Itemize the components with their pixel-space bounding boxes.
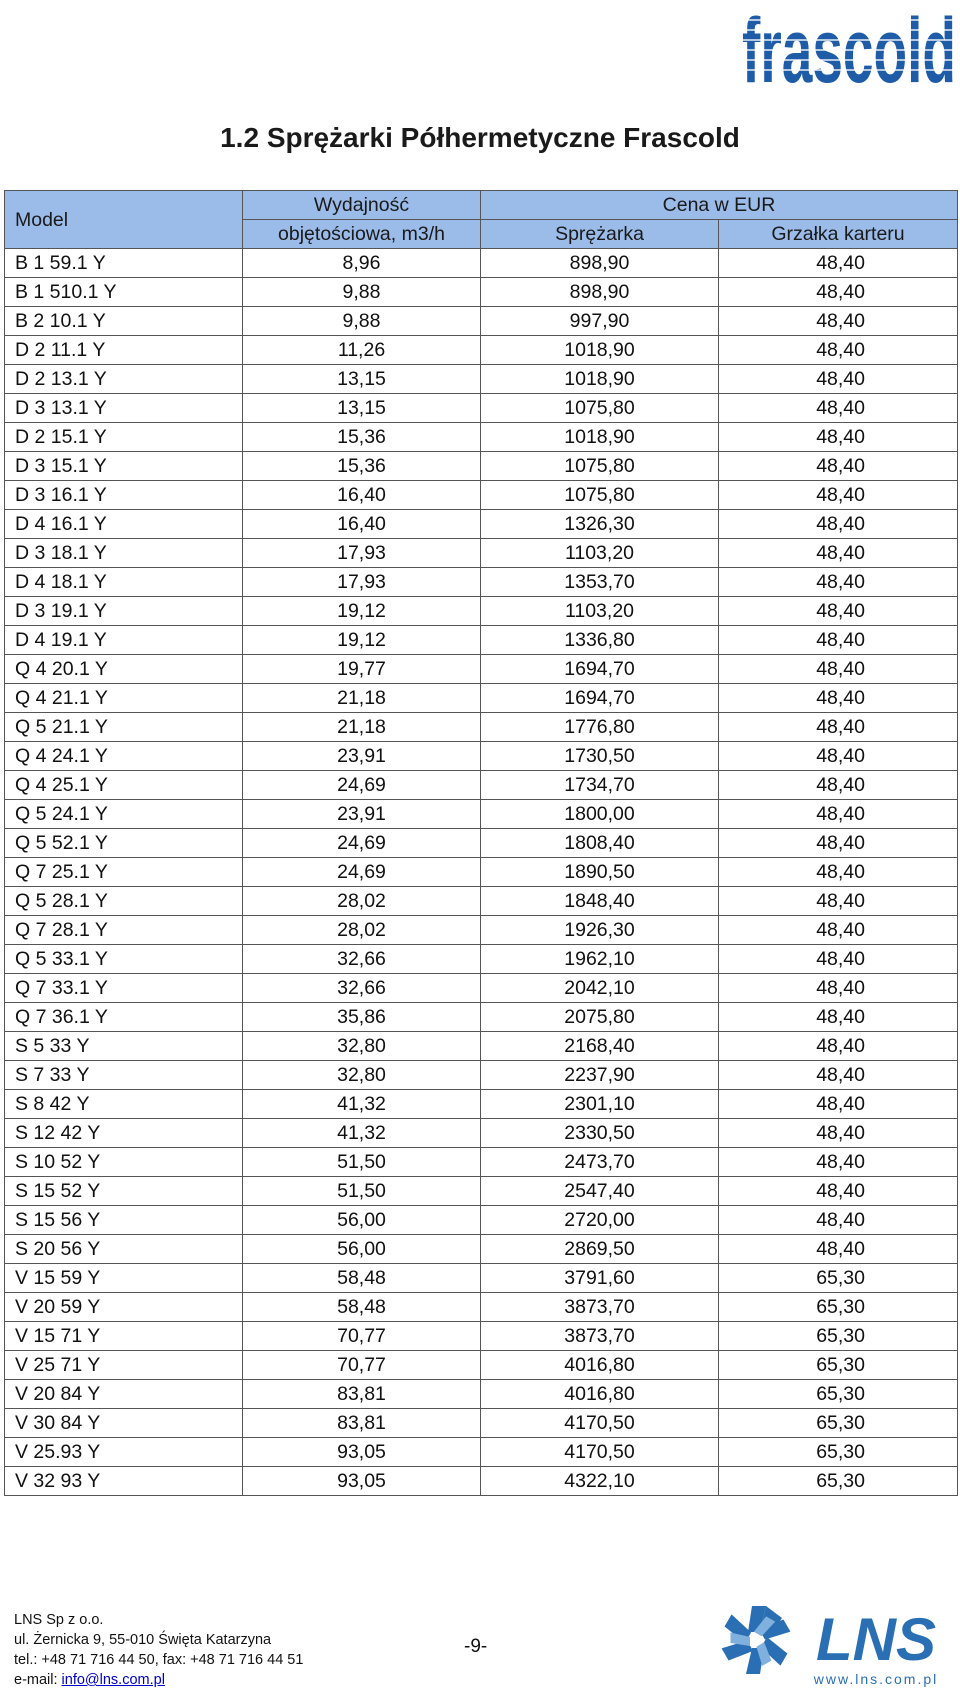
table-row [5,1351,958,1380]
cell-model: V 25.93 Y [5,1438,243,1467]
cell-heater-price: 48,40 [719,1206,958,1235]
table-row [5,1235,958,1264]
cell-model: D 3 16.1 Y [5,481,243,510]
table-row [5,713,958,742]
cell-model: D 2 13.1 Y [5,365,243,394]
cell-compressor-price: 2042,10 [481,974,719,1003]
table-row [5,597,958,626]
cell-compressor-price: 3873,70 [481,1293,719,1322]
table-row [5,510,958,539]
table-row [5,307,958,336]
cell-volume: 21,18 [243,684,481,713]
cell-heater-price: 48,40 [719,945,958,974]
cell-compressor-price: 2301,10 [481,1090,719,1119]
cell-heater-price: 48,40 [719,1090,958,1119]
cell-heater-price: 48,40 [719,336,958,365]
cell-compressor-price: 1326,30 [481,510,719,539]
cell-volume: 56,00 [243,1235,481,1264]
cell-heater-price: 48,40 [719,887,958,916]
cell-heater-price: 48,40 [719,452,958,481]
cell-model: S 15 52 Y [5,1177,243,1206]
footer-address: ul. Żernicka 9, 55-010 Święta Katarzyna [14,1632,272,1648]
svg-text:frascold: frascold [742,0,956,96]
svg-text:www.lns.com.pl: www.lns.com.pl [813,1671,939,1687]
footer-email-line [14,1670,303,1690]
cell-heater-price: 48,40 [719,655,958,684]
cell-heater-price: 65,30 [719,1380,958,1409]
cell-compressor-price: 898,90 [481,249,719,278]
cell-volume: 41,32 [243,1119,481,1148]
cell-model: D 3 19.1 Y [5,597,243,626]
cell-volume: 23,91 [243,800,481,829]
cell-model: V 25 71 Y [5,1351,243,1380]
cell-heater-price: 48,40 [719,1003,958,1032]
table-row [5,539,958,568]
table-row [5,1322,958,1351]
cell-model: Q 5 21.1 Y [5,713,243,742]
cell-volume: 58,48 [243,1264,481,1293]
cell-compressor-price: 2075,80 [481,1003,719,1032]
cell-heater-price: 48,40 [719,771,958,800]
cell-model: Q 5 24.1 Y [5,800,243,829]
cell-volume: 41,32 [243,1090,481,1119]
cell-heater-price: 48,40 [719,249,958,278]
cell-model: Q 4 25.1 Y [5,771,243,800]
table-row [5,945,958,974]
cell-heater-price: 65,30 [719,1467,958,1496]
cell-volume: 17,93 [243,539,481,568]
cell-volume: 16,40 [243,481,481,510]
cell-heater-price: 48,40 [719,1119,958,1148]
cell-heater-price: 48,40 [719,510,958,539]
table-row [5,742,958,771]
cell-volume: 32,66 [243,945,481,974]
footer-phone: tel.: +48 71 716 44 50, fax: +48 71 716 44 51 [14,1652,304,1668]
cell-model: Q 7 36.1 Y [5,1003,243,1032]
cell-compressor-price: 4170,50 [481,1409,719,1438]
cell-heater-price: 65,30 [719,1438,958,1467]
cell-compressor-price: 898,90 [481,278,719,307]
cell-compressor-price: 1353,70 [481,568,719,597]
table-row [5,481,958,510]
header-volume-line1: Wydajność [243,191,481,220]
cell-model: S 5 33 Y [5,1032,243,1061]
cell-heater-price: 48,40 [719,974,958,1003]
cell-volume: 32,80 [243,1061,481,1090]
cell-model: Q 7 33.1 Y [5,974,243,1003]
cell-volume: 70,77 [243,1322,481,1351]
cell-compressor-price: 1848,40 [481,887,719,916]
cell-compressor-price: 1694,70 [481,655,719,684]
cell-volume: 8,96 [243,249,481,278]
cell-compressor-price: 2237,90 [481,1061,719,1090]
cell-volume: 15,36 [243,423,481,452]
cell-model: Q 4 24.1 Y [5,742,243,771]
cell-heater-price: 48,40 [719,858,958,887]
cell-volume: 24,69 [243,858,481,887]
header-heater: Grzałka karteru [719,220,958,249]
cell-compressor-price: 4016,80 [481,1380,719,1409]
cell-heater-price: 48,40 [719,684,958,713]
cell-heater-price: 65,30 [719,1264,958,1293]
cell-heater-price: 48,40 [719,626,958,655]
table-row [5,1090,958,1119]
cell-model: Q 5 33.1 Y [5,945,243,974]
header-volume-line2: objętościowa, m3/h [243,220,481,249]
cell-heater-price: 48,40 [719,829,958,858]
cell-heater-price: 48,40 [719,713,958,742]
table-row [5,365,958,394]
table-row [5,1467,958,1496]
table-row [5,1293,958,1322]
page-title: 1.2 Sprężarki Półhermetyczne Frascold [220,122,740,153]
cell-volume: 9,88 [243,278,481,307]
table-row [5,829,958,858]
header-compressor: Sprężarka [481,220,719,249]
cell-model: Q 5 52.1 Y [5,829,243,858]
table-row [5,887,958,916]
cell-compressor-price: 1075,80 [481,481,719,510]
table-row [5,1206,958,1235]
cell-heater-price: 48,40 [719,742,958,771]
cell-model: S 8 42 Y [5,1090,243,1119]
table-row [5,568,958,597]
cell-compressor-price: 1103,20 [481,597,719,626]
cell-volume: 19,77 [243,655,481,684]
table-row [5,655,958,684]
cell-heater-price: 48,40 [719,1235,958,1264]
cell-compressor-price: 3791,60 [481,1264,719,1293]
cell-model: V 30 84 Y [5,1409,243,1438]
price-table [4,190,958,1496]
cell-volume: 83,81 [243,1380,481,1409]
cell-heater-price: 48,40 [719,597,958,626]
cell-volume: 13,15 [243,394,481,423]
cell-model: B 1 59.1 Y [5,249,243,278]
table-row [5,858,958,887]
table-row [5,452,958,481]
cell-volume: 13,15 [243,365,481,394]
cell-heater-price: 48,40 [719,278,958,307]
cell-compressor-price: 997,90 [481,307,719,336]
cell-volume: 28,02 [243,916,481,945]
cell-heater-price: 48,40 [719,1148,958,1177]
table-row [5,1264,958,1293]
footer-email-label: e-mail: [14,1672,62,1688]
price-table-body [5,249,958,1496]
lns-logo [718,1600,958,1691]
cell-model: D 2 15.1 Y [5,423,243,452]
table-row [5,684,958,713]
table-row [5,771,958,800]
table-row [5,423,958,452]
cell-heater-price: 48,40 [719,481,958,510]
footer-contact [14,1610,303,1690]
table-row [5,626,958,655]
cell-volume: 51,50 [243,1177,481,1206]
header-price-group: Cena w EUR [481,191,958,220]
cell-model: D 4 18.1 Y [5,568,243,597]
cell-model: Q 4 21.1 Y [5,684,243,713]
cell-compressor-price: 1075,80 [481,452,719,481]
cell-heater-price: 65,30 [719,1409,958,1438]
cell-compressor-price: 2473,70 [481,1148,719,1177]
cell-volume: 19,12 [243,597,481,626]
email-link[interactable]: info@lns.com.pl [61,1672,165,1688]
cell-model: V 32 93 Y [5,1467,243,1496]
cell-volume: 24,69 [243,829,481,858]
table-row [5,1409,958,1438]
cell-heater-price: 48,40 [719,1061,958,1090]
cell-compressor-price: 1018,90 [481,423,719,452]
cell-volume: 16,40 [243,510,481,539]
cell-compressor-price: 1808,40 [481,829,719,858]
cell-compressor-price: 1018,90 [481,336,719,365]
table-row [5,800,958,829]
cell-volume: 32,66 [243,974,481,1003]
cell-compressor-price: 1075,80 [481,394,719,423]
cell-model: D 3 18.1 Y [5,539,243,568]
cell-volume: 51,50 [243,1148,481,1177]
table-row [5,1003,958,1032]
cell-model: S 15 56 Y [5,1206,243,1235]
cell-model: Q 5 28.1 Y [5,887,243,916]
cell-compressor-price: 2720,00 [481,1206,719,1235]
cell-compressor-price: 1734,70 [481,771,719,800]
table-row [5,336,958,365]
table-row [5,278,958,307]
cell-compressor-price: 2869,50 [481,1235,719,1264]
cell-volume: 24,69 [243,771,481,800]
cell-compressor-price: 1103,20 [481,539,719,568]
cell-compressor-price: 1018,90 [481,365,719,394]
cell-compressor-price: 1800,00 [481,800,719,829]
cell-model: Q 7 25.1 Y [5,858,243,887]
cell-volume: 19,12 [243,626,481,655]
table-row [5,1177,958,1206]
cell-model: V 20 59 Y [5,1293,243,1322]
cell-heater-price: 48,40 [719,423,958,452]
cell-model: V 15 71 Y [5,1322,243,1351]
cell-heater-price: 48,40 [719,307,958,336]
cell-volume: 35,86 [243,1003,481,1032]
table-row [5,974,958,1003]
cell-heater-price: 48,40 [719,365,958,394]
cell-volume: 23,91 [243,742,481,771]
cell-volume: 9,88 [243,307,481,336]
table-row [5,1119,958,1148]
cell-heater-price: 48,40 [719,539,958,568]
cell-compressor-price: 1926,30 [481,916,719,945]
cell-heater-price: 48,40 [719,1032,958,1061]
cell-model: V 20 84 Y [5,1380,243,1409]
cell-model: Q 7 28.1 Y [5,916,243,945]
cell-compressor-price: 1730,50 [481,742,719,771]
cell-volume: 93,05 [243,1467,481,1496]
cell-heater-price: 65,30 [719,1351,958,1380]
table-row [5,1148,958,1177]
table-row [5,249,958,278]
page-number: -9- [464,1636,488,1657]
cell-compressor-price: 3873,70 [481,1322,719,1351]
cell-heater-price: 48,40 [719,394,958,423]
cell-model: V 15 59 Y [5,1264,243,1293]
cell-model: Q 4 20.1 Y [5,655,243,684]
cell-volume: 83,81 [243,1409,481,1438]
cell-volume: 11,26 [243,336,481,365]
cell-volume: 32,80 [243,1032,481,1061]
cell-model: D 3 15.1 Y [5,452,243,481]
cell-heater-price: 48,40 [719,800,958,829]
cell-compressor-price: 2547,40 [481,1177,719,1206]
cell-volume: 15,36 [243,452,481,481]
table-row [5,1380,958,1409]
cell-model: D 2 11.1 Y [5,336,243,365]
cell-compressor-price: 2330,50 [481,1119,719,1148]
cell-compressor-price: 4016,80 [481,1351,719,1380]
cell-model: D 4 16.1 Y [5,510,243,539]
cell-heater-price: 65,30 [719,1293,958,1322]
cell-heater-price: 65,30 [719,1322,958,1351]
frascold-logo [738,0,960,96]
cell-volume: 56,00 [243,1206,481,1235]
cell-compressor-price: 2168,40 [481,1032,719,1061]
header-model: Model [5,191,243,249]
cell-heater-price: 48,40 [719,1177,958,1206]
footer-company: LNS Sp z o.o. [14,1612,104,1628]
cell-heater-price: 48,40 [719,916,958,945]
cell-compressor-price: 1890,50 [481,858,719,887]
table-row [5,394,958,423]
cell-compressor-price: 1336,80 [481,626,719,655]
cell-compressor-price: 1962,10 [481,945,719,974]
cell-model: D 4 19.1 Y [5,626,243,655]
table-row [5,1032,958,1061]
cell-volume: 17,93 [243,568,481,597]
cell-model: S 20 56 Y [5,1235,243,1264]
cell-compressor-price: 4170,50 [481,1438,719,1467]
cell-heater-price: 48,40 [719,568,958,597]
table-row [5,1438,958,1467]
cell-model: S 12 42 Y [5,1119,243,1148]
cell-compressor-price: 1694,70 [481,684,719,713]
table-row [5,916,958,945]
table-row [5,1061,958,1090]
cell-model: S 7 33 Y [5,1061,243,1090]
cell-compressor-price: 4322,10 [481,1467,719,1496]
cell-volume: 28,02 [243,887,481,916]
cell-model: S 10 52 Y [5,1148,243,1177]
cell-volume: 70,77 [243,1351,481,1380]
cell-volume: 58,48 [243,1293,481,1322]
svg-text:LNS: LNS [816,1606,936,1673]
cell-volume: 21,18 [243,713,481,742]
cell-volume: 93,05 [243,1438,481,1467]
cell-model: D 3 13.1 Y [5,394,243,423]
cell-model: B 1 510.1 Y [5,278,243,307]
cell-compressor-price: 1776,80 [481,713,719,742]
cell-model: B 2 10.1 Y [5,307,243,336]
